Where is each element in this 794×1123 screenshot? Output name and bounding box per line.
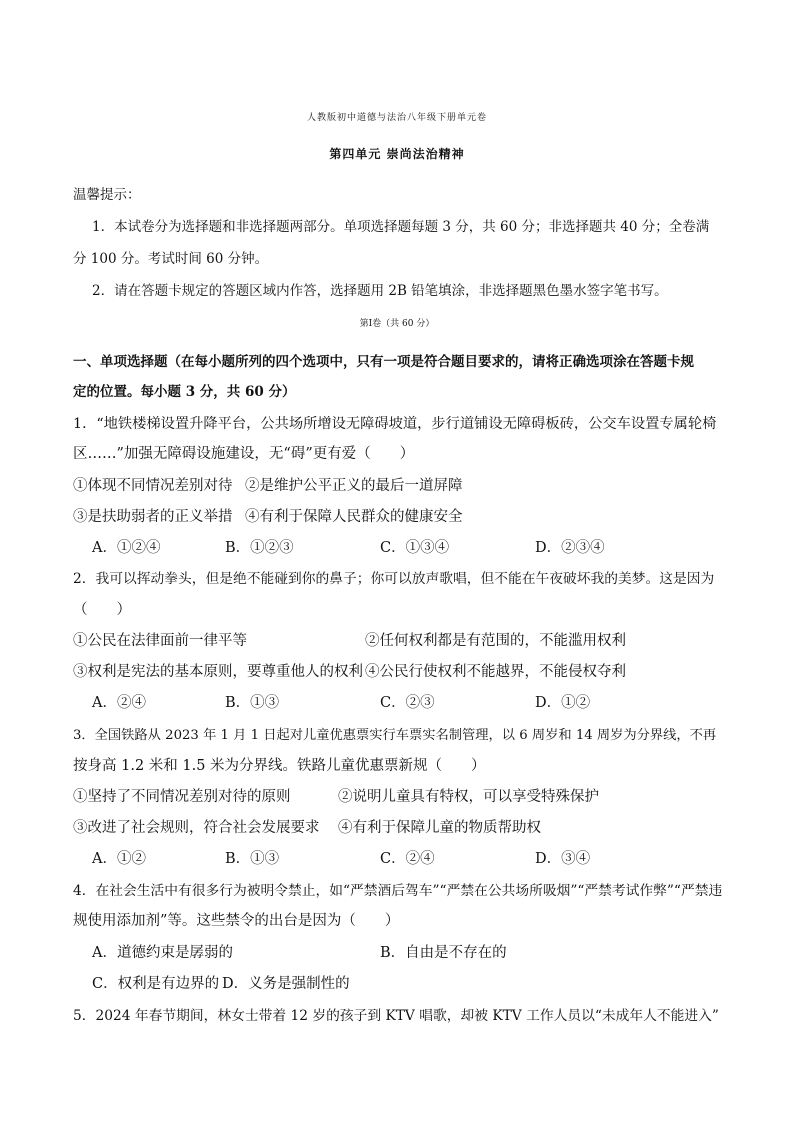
question-3-statement-3: ③改进了社会规则，符合社会发展要求 — [73, 820, 320, 836]
question-1-statement-4: ④有利于保障人民群众的健康安全 — [245, 509, 463, 525]
question-1-option-a[interactable]: A．①②④ — [92, 540, 161, 556]
question-3-stem-line-2: 按身高 1.2 米和 1.5 米为分界线。铁路儿童优惠票新规（ ） — [73, 758, 486, 774]
question-2-stem-line-2: （ ） — [73, 602, 131, 618]
question-1-option-c[interactable]: C．①③④ — [380, 540, 450, 556]
question-3-option-c[interactable]: C．②④ — [380, 851, 435, 867]
question-3-statement-1: ①坚持了不同情况差别对待的原则 — [73, 789, 291, 805]
question-3-option-b[interactable]: B．①③ — [225, 851, 280, 867]
question-5-stem-line-1: 5．2024 年春节期间，林女士带着 12 岁的孩子到 KTV 唱歌，却被 KTV 工作人员以“未成年人不能进入” — [73, 1008, 719, 1024]
question-1-option-b[interactable]: B．①②③ — [225, 540, 294, 556]
section-instruction-line-1: 一、单项选择题（在每小题所列的四个选项中，只有一项是符合题目要求的，请将正确选项涂在答题卡规 — [73, 354, 694, 370]
question-2-stem-line-1: 2．我可以挥动拳头，但是绝不能碰到你的鼻子；你可以放声歌唱，但不能在午夜破坏我的美梦。这是因为 — [73, 571, 715, 587]
question-2-statement-1: ①公民在法律面前一律平等 — [73, 633, 247, 649]
question-3-option-a[interactable]: A．①② — [92, 851, 146, 867]
question-3-stem-line-1: 3．全国铁路从 2023 年 1 月 1 日起对儿童优惠票实行车票实名制管理，以 6 周岁和 14 周岁为分界线，不再 — [73, 728, 717, 743]
notice-label: 温馨提示： — [73, 187, 141, 203]
question-2-option-c[interactable]: C．②③ — [380, 695, 435, 711]
question-3-statement-2: ②说明儿童具有特权，可以享受特殊保护 — [338, 789, 599, 805]
question-2-option-d[interactable]: D．①② — [535, 695, 591, 711]
question-4-option-b[interactable]: B．自由是不存在的 — [380, 945, 507, 961]
question-4-option-c[interactable]: C．权利是有边界的 — [92, 976, 220, 992]
question-2-option-b[interactable]: B．①③ — [225, 695, 280, 711]
question-1-statement-1: ①体现不同情况差别对待 — [73, 478, 233, 494]
exam-subtitle: 人教版初中道德与法治八年级下册单元卷 — [306, 113, 487, 123]
question-1-stem-line-1: 1．“地铁楼梯设置升降平台，公共场所增设无障碍坡道，步行道铺设无障碍板砖，公交车设置专属轮椅 — [73, 416, 717, 432]
question-1-statement-2: ②是维护公平正义的最后一道屏障 — [245, 478, 463, 494]
question-4-stem-line-2: 规使用添加剂”等。这些禁令的出台是因为（ ） — [73, 913, 400, 929]
question-1-statement-3: ③是扶助弱者的正义举措 — [73, 509, 233, 525]
notice-item-1-line-2: 分 100 分。考试时间 60 分钟。 — [73, 251, 269, 267]
question-4-option-d[interactable]: D．义务是强制性的 — [222, 976, 350, 992]
question-2-statement-4: ④公民行使权利不能越界，不能侵权夺利 — [365, 664, 626, 680]
question-2-statement-2: ②任何权利都是有范围的，不能滥用权利 — [365, 633, 626, 649]
question-4-stem-line-1: 4．在社会生活中有很多行为被明令禁止，如“严禁酒后驾车”“严禁在公共场所吸烟”“严禁考试作弊”“严禁违 — [73, 883, 723, 899]
exam-title: 第四单元 崇尚法治精神 — [329, 147, 465, 161]
question-4-option-a[interactable]: A．道德约束是孱弱的 — [92, 945, 233, 961]
question-3-option-d[interactable]: D．③④ — [535, 851, 591, 867]
question-1-option-d[interactable]: D．②③④ — [535, 540, 605, 556]
question-1-stem-line-2: 区……”加强无障碍设施建设，无“碍”更有爱（ ） — [73, 446, 415, 462]
notice-item-2: 2．请在答题卡规定的答题区域内作答，选择题用 2B 铅笔填涂，非选择题黑色墨水签字笔书写。 — [92, 283, 668, 299]
notice-item-1-line-1: 1．本试卷分为选择题和非选择题两部分。单项选择题每题 3 分，共 60 分；非选择题共 40 分；全卷满 — [92, 219, 710, 235]
question-2-option-a[interactable]: A．②④ — [92, 695, 146, 711]
question-2-statement-3: ③权利是宪法的基本原则，要尊重他人的权利 — [73, 664, 363, 680]
section-title: 第Ⅰ卷（共 60 分） — [359, 319, 435, 329]
question-3-statement-4: ④有利于保障儿童的物质帮助权 — [338, 820, 541, 836]
section-instruction-line-2: 定的位置。每小题 3 分，共 60 分） — [73, 384, 296, 400]
